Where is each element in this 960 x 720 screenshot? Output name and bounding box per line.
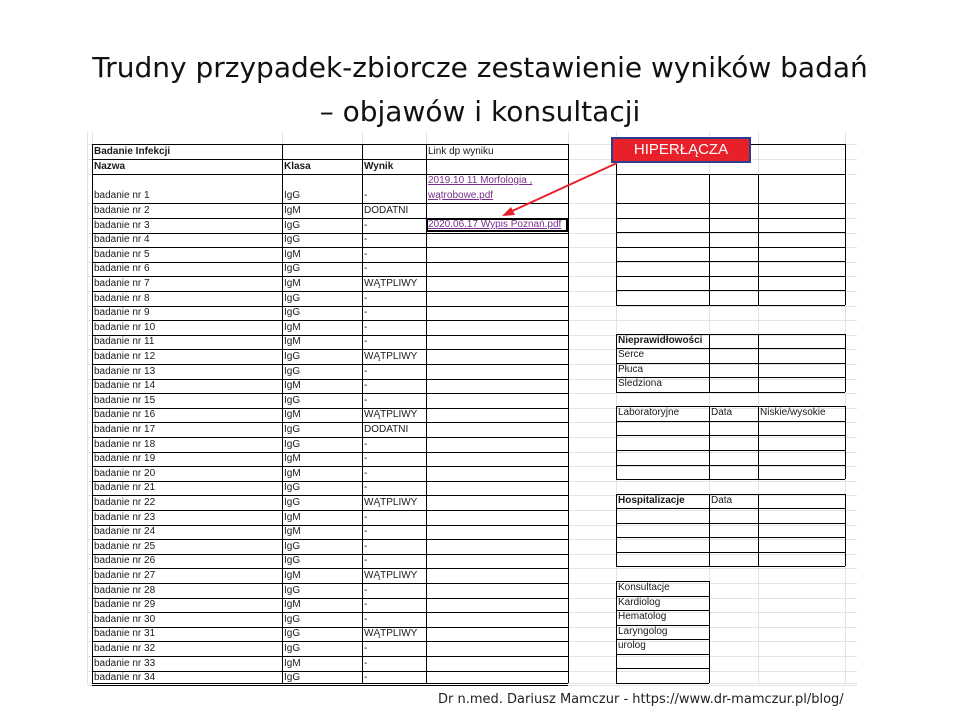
hospitalization-date-header: Data [711, 495, 733, 506]
row-name: badanie nr 1 [94, 190, 150, 201]
row-result: - [364, 219, 368, 231]
row-name: badanie nr 34 [94, 672, 156, 684]
row-result: - [364, 482, 368, 494]
row-name: badanie nr 2 [94, 205, 150, 216]
row-class: IgG [284, 584, 301, 596]
row-name: badanie nr 11 [94, 336, 155, 348]
row-class: IgG [284, 672, 301, 684]
row-result: WĄTPLIWY [364, 409, 418, 421]
row-class: IgM [284, 570, 301, 581]
row-name: badanie nr 16 [94, 409, 156, 421]
row-result: - [364, 438, 368, 450]
abnormality-item: Serce [618, 349, 645, 360]
section-header: Badanie Infekcji [94, 146, 171, 157]
row-class: IgM [284, 205, 301, 216]
row-class: IgG [284, 292, 301, 304]
row-class: IgG [284, 234, 301, 246]
row-name: badanie nr 9 [94, 307, 150, 319]
column-header-class: Klasa [284, 161, 311, 172]
row-result: - [364, 248, 368, 260]
row-name: badanie nr 4 [94, 234, 150, 246]
row-name: badanie nr 12 [94, 351, 156, 362]
hyperlink-morfologia[interactable]: 2019.10 11 Morfologia , [428, 175, 533, 186]
row-class: IgM [284, 453, 301, 465]
consultation-item: urolog [618, 640, 646, 651]
row-class: IgM [284, 657, 301, 669]
row-name: badanie nr 30 [94, 613, 156, 625]
row-class: IgM [284, 409, 301, 421]
row-name: badanie nr 15 [94, 394, 156, 406]
consultation-item: Hematolog [618, 611, 667, 622]
row-result: - [364, 643, 368, 654]
row-class: IgG [284, 365, 301, 377]
row-name: badanie nr 27 [94, 570, 156, 581]
slide-title-line2: – objawów i konsultacji [319, 95, 641, 128]
row-result: - [364, 292, 368, 304]
row-result: - [364, 540, 368, 552]
row-name: badanie nr 14 [94, 380, 156, 392]
row-name: badanie nr 18 [94, 438, 156, 450]
row-class: IgM [284, 321, 301, 333]
slide-title-line1: Trudny przypadek-zbiorcze zestawienie wyników badań [92, 51, 868, 84]
link-column-header: Link dp wyniku [428, 146, 494, 157]
row-class: IgG [284, 482, 301, 494]
row-class: IgG [284, 424, 301, 435]
lab-level-header: Niskie/wysokie [760, 407, 826, 418]
row-class: IgG [284, 219, 301, 231]
row-result: - [364, 672, 368, 684]
row-result: DODATNI [364, 424, 409, 435]
row-name: badanie nr 32 [94, 643, 156, 654]
row-class: IgG [284, 394, 301, 406]
row-result: - [364, 657, 368, 669]
row-result: - [364, 599, 368, 611]
row-name: badanie nr 20 [94, 467, 156, 479]
row-result: - [364, 336, 368, 348]
row-class: IgG [284, 263, 301, 275]
row-class: IgM [284, 599, 301, 611]
row-name: badanie nr 25 [94, 540, 156, 552]
row-name: badanie nr 23 [94, 511, 156, 523]
row-name: badanie nr 28 [94, 584, 156, 596]
row-result: - [364, 307, 368, 319]
row-result: - [364, 526, 368, 538]
row-result: - [364, 453, 368, 465]
row-name: badanie nr 22 [94, 497, 156, 508]
footer-credit: Dr n.med. Dariusz Mamczur - https://www.dr-mamczur.pl/blog/ [438, 692, 844, 707]
row-class: IgG [284, 555, 301, 567]
consultation-item: Laryngolog [618, 626, 668, 637]
row-name: badanie nr 19 [94, 453, 156, 465]
abnormality-item: Śledziona [618, 378, 662, 389]
row-result: WĄTPLIWY [364, 351, 418, 362]
row-name: badanie nr 10 [94, 321, 156, 333]
row-result: - [364, 511, 368, 523]
row-result: - [364, 584, 368, 596]
row-result: WĄTPLIWY [364, 278, 418, 289]
row-name: badanie nr 8 [94, 292, 150, 304]
row-name: badanie nr 5 [94, 248, 150, 260]
row-name: badanie nr 17 [94, 424, 156, 435]
row-name: badanie nr 29 [94, 599, 156, 611]
row-class: IgG [284, 643, 301, 654]
column-header-result: Wynik [364, 161, 394, 172]
row-class: IgM [284, 467, 301, 479]
hyperlinks-callout-label: HIPERŁĄCZA [611, 137, 751, 163]
row-result: - [364, 555, 368, 567]
row-name: badanie nr 13 [94, 365, 156, 377]
row-name: badanie nr 6 [94, 263, 150, 275]
hyperlink-wypis[interactable]: 2020.06.17 Wypis Poznań.pdf [428, 219, 562, 230]
row-result: - [364, 365, 368, 377]
lab-header: Laboratoryjne [618, 407, 680, 418]
row-class: IgG [284, 628, 301, 640]
row-class: IgG [284, 438, 301, 450]
abnormality-item: Płuca [618, 364, 644, 375]
row-name: badanie nr 33 [94, 657, 156, 669]
row-result: - [364, 467, 368, 479]
row-result: - [364, 263, 368, 275]
row-name: badanie nr 24 [94, 526, 156, 538]
row-class: IgM [284, 278, 301, 289]
row-class: IgM [284, 336, 301, 348]
row-result: WĄTPLIWY [364, 497, 418, 508]
row-class: IgM [284, 511, 301, 523]
abnormalities-header: Nieprawidłowości [618, 335, 703, 346]
row-result: - [364, 394, 368, 406]
row-result: - [364, 190, 368, 201]
row-result: - [364, 380, 368, 392]
row-result: WĄTPLIWY [364, 570, 418, 581]
consultations-header: Konsultacje [618, 582, 670, 593]
row-class: IgG [284, 351, 301, 362]
row-name: badanie nr 31 [94, 628, 156, 640]
hospitalization-header: Hospitalizacje [618, 495, 685, 506]
row-class: IgG [284, 613, 301, 625]
row-class: IgG [284, 190, 301, 201]
row-name: badanie nr 3 [94, 219, 150, 231]
lab-date-header: Data [711, 407, 733, 418]
consultation-item: Kardiolog [618, 597, 661, 608]
row-class: IgM [284, 380, 301, 392]
column-header-name: Nazwa [94, 161, 126, 172]
row-result: - [364, 613, 368, 625]
row-class: IgG [284, 497, 301, 508]
row-result: - [364, 321, 368, 333]
row-name: badanie nr 26 [94, 555, 156, 567]
row-class: IgM [284, 248, 301, 260]
row-class: IgG [284, 307, 301, 319]
row-name: badanie nr 21 [94, 482, 156, 494]
row-class: IgG [284, 540, 301, 552]
row-result: - [364, 234, 368, 246]
row-name: badanie nr 7 [94, 278, 150, 289]
row-class: IgM [284, 526, 301, 538]
hyperlink-morfologia-cont[interactable]: wątrobowe.pdf [428, 190, 494, 201]
row-result: DODATNI [364, 205, 409, 216]
row-result: WĄTPLIWY [364, 628, 418, 640]
